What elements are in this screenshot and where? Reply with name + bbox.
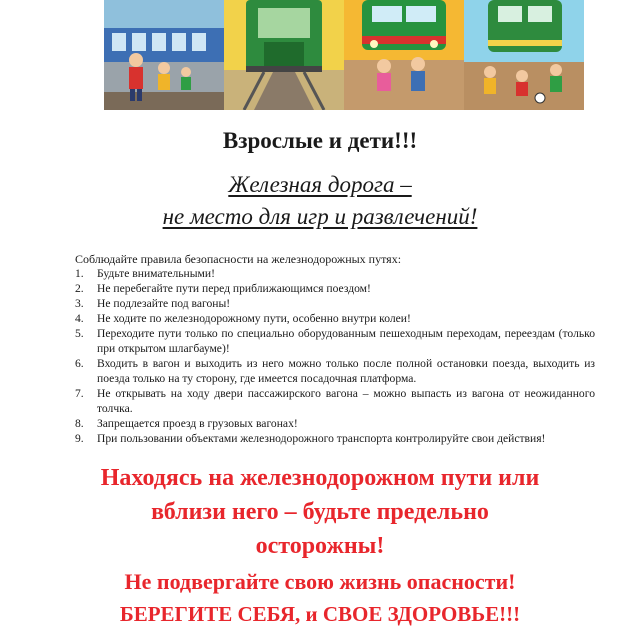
rule-item — [75, 296, 595, 311]
rule-text: Входить в вагон и выходить из него можно только после полной остановки поезда, выходить из поезда только на ту сторону, где имеется посадочная платформа. — [97, 357, 595, 385]
children-on-tracks-icon — [464, 0, 584, 110]
warning-line-3: осторожны! — [255, 533, 385, 559]
rule-text: Не перебегайте пути перед приближающимся поездом! — [97, 282, 371, 295]
rule-number: 3. — [75, 297, 84, 310]
rules-intro: Соблюдайте правила безопасности на железнодорожных путях: — [75, 252, 402, 266]
station-platform-icon — [104, 0, 224, 110]
warning-line-4: Не подвергайте свою жизнь опасности! — [124, 569, 516, 594]
rule-text: При пользовании объектами железнодорожного транспорта контролируйте свои действия! — [97, 432, 546, 445]
rule-number: 1. — [75, 267, 84, 280]
rule-number: 2. — [75, 282, 84, 295]
rule-item — [75, 266, 595, 281]
poster-subtitle-line1: Железная дорога – — [228, 172, 412, 197]
warning-line-5: БЕРЕГИТЕ СЕБЯ, и СВОЕ ЗДОРОВЬЕ!!! — [119, 602, 521, 626]
rule-text: Не подлезайте под вагоны! — [97, 297, 231, 310]
green-train-rear-icon — [224, 0, 344, 110]
rule-number: 7. — [75, 387, 84, 400]
rule-number: 8. — [75, 417, 84, 430]
safety-rules-list — [75, 266, 595, 446]
rule-item — [75, 386, 595, 416]
rule-text: Будьте внимательными! — [97, 267, 215, 280]
rule-text: Не ходите по железнодорожному пути, особенно внутри колеи! — [97, 312, 411, 325]
rule-number: 9. — [75, 432, 84, 445]
illustration-banner — [104, 0, 584, 110]
warning-line-2: вблизи него – будьте предельно — [151, 499, 489, 525]
rule-item — [75, 311, 595, 326]
rule-item — [75, 431, 595, 446]
locomotive-front-icon — [344, 0, 464, 110]
rule-text: Переходите пути только по специально оборудованным пешеходным переходам, переездам (только при открытом шлагбауме)! — [97, 327, 595, 355]
rule-item — [75, 281, 595, 296]
warning-line-1: Находясь на железнодорожном пути или — [100, 465, 540, 491]
rule-number: 4. — [75, 312, 84, 325]
poster-title: Взрослые и дети!!! — [222, 128, 418, 153]
rule-item — [75, 416, 595, 431]
rule-item — [75, 356, 595, 386]
rule-text: Запрещается проезд в грузовых вагонах! — [97, 417, 298, 430]
rule-number: 6. — [75, 357, 84, 370]
rule-number: 5. — [75, 327, 84, 340]
rule-text: Не открывать на ходу двери пассажирского вагона – можно выпасть из вагона от неожиданного толчка. — [97, 387, 595, 415]
rule-item — [75, 326, 595, 356]
poster-subtitle-line2: не место для игр и развлечений! — [162, 204, 478, 229]
